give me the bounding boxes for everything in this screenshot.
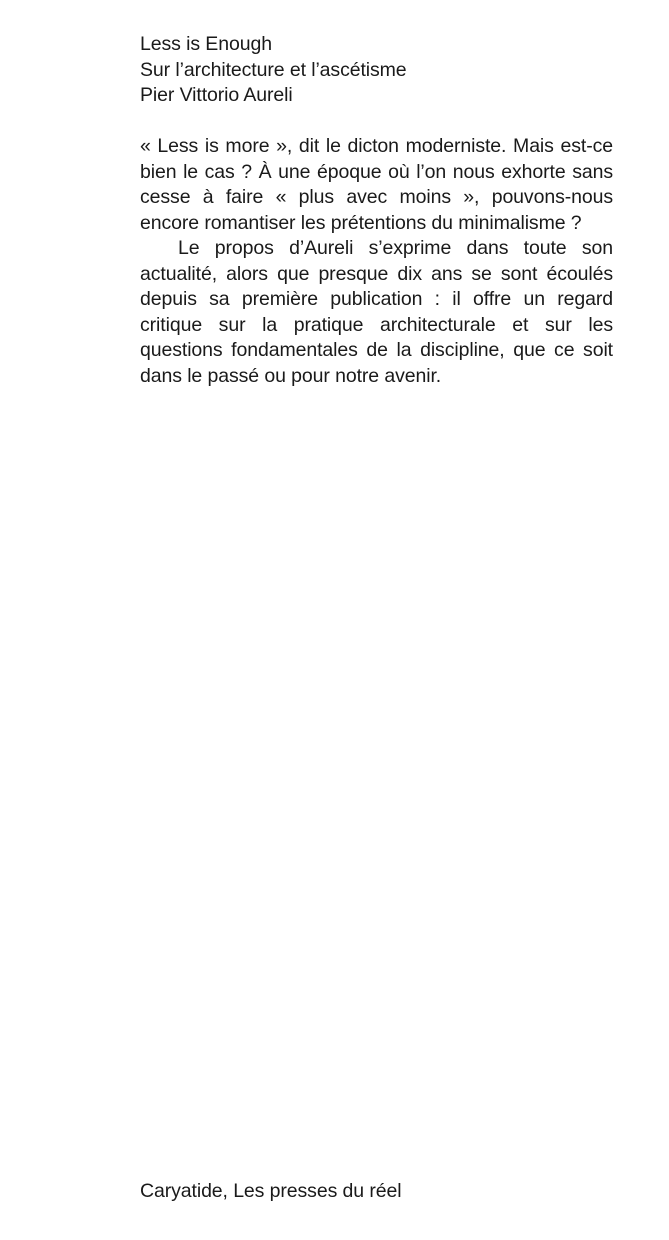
blurb-paragraph-1: « Less is more », dit le dicton moderniste. Mais est-ce bien le cas ? À une époque où l’on nous exhorte sans cesse à faire « plus avec moins », pouvons-nous encore romantiser les prétentions du minimalisme ? xyxy=(140,135,613,234)
book-subtitle: Sur l’architecture et l’ascétisme xyxy=(140,58,407,81)
publisher-line: Caryatide, Les presses du réel xyxy=(140,1180,402,1202)
book-author: Pier Vittorio Aureli xyxy=(140,84,293,106)
blurb-paragraph-2: Le propos d’Aureli s’exprime dans toute son actualité, alors que presque dix ans se sont écoulés depuis sa première publication : il offre un regard critique sur la pratique architecturale et sur les questions fondamentales de la discipline, que ce soit dans le passé ou pour notre avenir. xyxy=(140,237,613,387)
book-title: Less is Enough xyxy=(140,33,272,55)
blurb xyxy=(140,134,613,389)
book-header xyxy=(140,32,613,109)
